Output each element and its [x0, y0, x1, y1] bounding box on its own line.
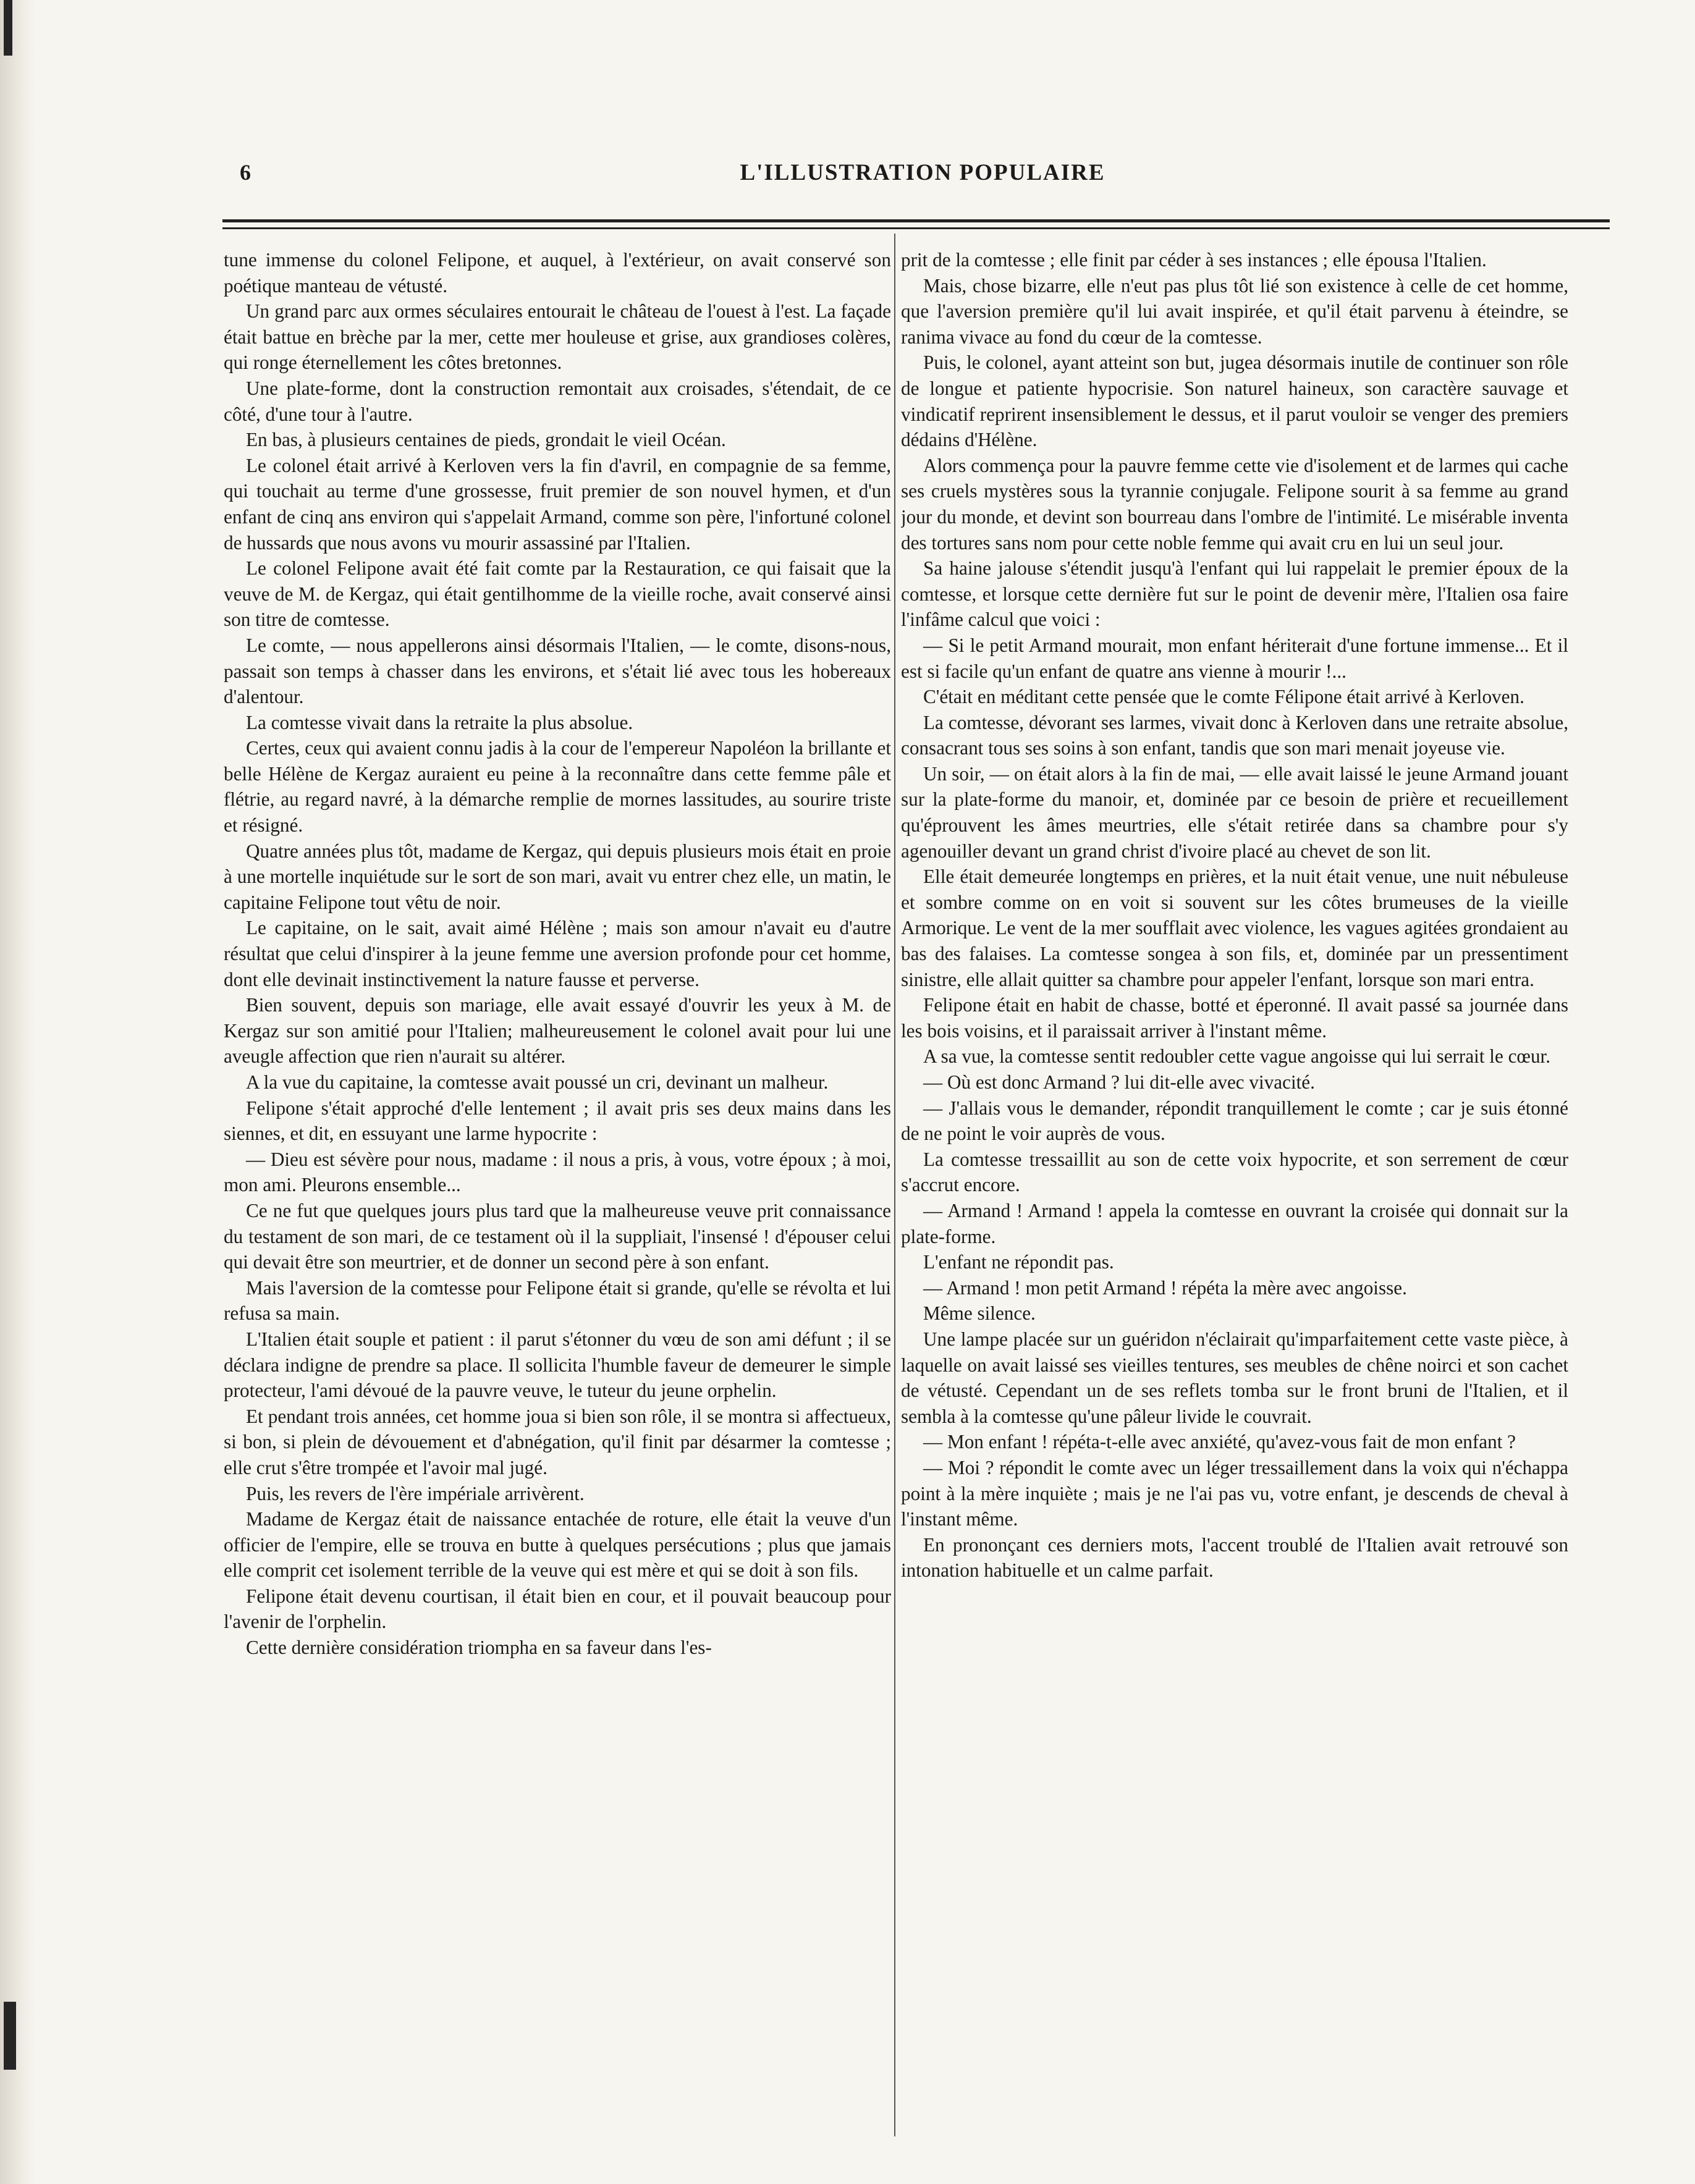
- paragraph: Quatre années plus tôt, madame de Kergaz, qui depuis plusieurs mois était en proie à une mortelle inquiétude sur le sort de son mari, avait vu entrer chez elle, un matin, le capitaine Felipone tout vêtu de noir.: [224, 840, 891, 913]
- paragraph: — Moi ? répondit le comte avec un léger tressaillement dans la voix qui n'échappa point à la mère inquiète ; mais je ne l'ai pas vu, votre enfant, je descends de cheval à l'instant même.: [901, 1456, 1568, 1530]
- header-rule: [222, 227, 1610, 229]
- paragraph: Ce ne fut que quelques jours plus tard que la malheureuse veuve prit connaissance du testament de son mari, de ce testament où il la suppliait, l'insensé ! d'épouser celui qui devait être son meurtrier, et de donner un second père à son enfant.: [224, 1199, 891, 1273]
- paragraph: Une lampe placée sur un guéridon n'éclairait qu'imparfaitement cette vaste pièce, à laquelle on avait laissé ses vieilles tentures, ses meubles de chêne noirci et son cachet de vétusté. Cependant un de ses reflets tomba sur le front bruni de l'Italien, et il sembla à la comtesse qu'une pâleur livide le couvrait.: [901, 1328, 1568, 1427]
- paragraph: Mais, chose bizarre, elle n'eut pas plus tôt lié son existence à celle de cet homme, que l'aversion première qu'il lui avait inspirée, et qu'il était parvenu à éteindre, se ranima vivace au fond du cœur de la comtesse.: [901, 274, 1568, 348]
- paragraph: Un soir, — on était alors à la fin de mai, — elle avait laissé le jeune Armand jouant sur la plate-forme du manoir, et, dominée par ce besoin de prière et recueillement qu'éprouvent les âmes meurtries, elle s'était retirée dans sa chambre pour s'y agenouiller devant un grand christ d'ivoire placé au chevet de son lit.: [901, 762, 1568, 862]
- paragraph: Madame de Kergaz était de naissance entachée de roture, elle était la veuve d'un officier de l'empire, elle se trouva en butte à quelques persécutions ; plus que jamais elle comprit cet isolement terrible de la veuve qui est mère et qui se doit à son fils.: [224, 1508, 891, 1582]
- paragraph: — Armand ! Armand ! appela la comtesse en ouvrant la croisée qui donnait sur la plate-forme.: [901, 1199, 1568, 1247]
- header-rule: [222, 219, 1610, 222]
- paragraph: Sa haine jalouse s'étendit jusqu'à l'enfant qui lui rappelait le premier époux de la comtesse, et lorsque cette dernière fut sur le point de devenir mère, l'Italien osa faire l'infâme calcul que voici :: [901, 557, 1568, 631]
- paragraph: Une plate-forme, dont la construction remontait aux croisades, s'étendait, de ce côté, d'une tour à l'autre.: [224, 377, 891, 425]
- paragraph: prit de la comtesse ; elle finit par céder à ses instances ; elle épousa l'Italien.: [901, 249, 1487, 271]
- paragraph: tune immense du colonel Felipone, et auquel, à l'extérieur, on avait conservé son poétique manteau de vétusté.: [224, 249, 891, 297]
- paragraph: C'était en méditant cette pensée que le comte Félipone était arrivé à Kerloven.: [923, 686, 1524, 708]
- paragraph: — Armand ! mon petit Armand ! répéta la mère avec angoisse.: [923, 1276, 1407, 1299]
- paragraph: Le capitaine, on le sait, avait aimé Hélène ; mais son amour n'avait eu d'autre résultat que celui d'inspirer à la jeune femme une aversion profonde pour cet homme, dont elle devinait instinctivement la nature fausse et perverse.: [224, 917, 891, 990]
- paragraph: Le comte, — nous appellerons ainsi désormais l'Italien, — le comte, disons-nous, passait son temps à chasser dans les environs, et s'était lié avec tous les hobereaux d'alentour.: [224, 634, 891, 708]
- paragraph: Cette dernière considération triompha en sa faveur dans l'es-: [246, 1637, 712, 1659]
- column-divider: [894, 234, 895, 2136]
- page-header: [240, 159, 1605, 190]
- right-column: [901, 247, 1568, 2175]
- paragraph: Elle était demeurée longtemps en prières, et la nuit était venue, une nuit nébuleuse et sombre comme on en voit si souvent sur les côtes brumeuses de la vieille Armorique. Le vent de la mer soufflait avec violence, les vagues agitées grondaient au bas des falaises. La comtesse songea à son fils, et, dominée par un pressentiment sinistre, elle allait quitter sa chambre pour appeler l'enfant, lorsque son mari entra.: [901, 866, 1568, 990]
- paragraph: Le colonel était arrivé à Kerloven vers la fin d'avril, en compagnie de sa femme, qui touchait au terme d'une grossesse, fruit premier de son nouvel hymen, et d'un enfant de cinq ans environ qui s'appelait Armand, comme son père, l'infortuné colonel de hussards que nous avons vu mourir assassiné par l'Italien.: [224, 454, 891, 554]
- paragraph: L'enfant ne répondit pas.: [923, 1251, 1114, 1273]
- paragraph: L'Italien était souple et patient : il parut s'étonner du vœu de son ami défunt ; il se déclara indigne de prendre sa place. Il sollicita l'humble faveur de demeurer le simple protecteur, l'ami dévoué de la pauvre veuve, le tuteur du jeune orphelin.: [224, 1328, 891, 1402]
- edge-mark: [4, 0, 12, 56]
- paragraph: Alors commença pour la pauvre femme cette vie d'isolement et de larmes qui cache ses cruels mystères sous la tyrannie conjugale. Felipone sourit à sa femme au grand jour du monde, et devint son bourreau dans l'ombre de l'intimité. Le misérable inventa des tortures sans nom pour cette noble femme qui avait cru en lui un seul jour.: [901, 454, 1568, 554]
- paragraph: La comtesse, dévorant ses larmes, vivait donc à Kerloven dans une retraite absolue, consacrant tous ses soins à son enfant, tandis que son mari menait joyeuse vie.: [901, 711, 1568, 759]
- paragraph: Et pendant trois années, cet homme joua si bien son rôle, il se montra si affectueux, si bon, si plein de dévouement et d'abnégation, qu'il finit par désarmer la comtesse ; elle crut s'être trompée et l'avoir mal jugé.: [224, 1405, 891, 1478]
- paragraph: Felipone était devenu courtisan, il était bien en cour, et il pouvait beaucoup pour l'avenir de l'orphelin.: [224, 1585, 891, 1633]
- paragraph: La comtesse tressaillit au son de cette voix hypocrite, et son serrement de cœur s'accrut encore.: [901, 1148, 1568, 1196]
- page-number: 6: [240, 160, 251, 185]
- paragraph: Le colonel Felipone avait été fait comte par la Restauration, ce qui faisait que la veuve de M. de Kergaz, qui était gentilhomme de la vieille roche, avait conservé ainsi son titre de comtesse.: [224, 557, 891, 631]
- scan-edge: [0, 0, 36, 2184]
- paragraph: Mais l'aversion de la comtesse pour Felipone était si grande, qu'elle se révolta et lui refusa sa main.: [224, 1276, 891, 1325]
- paragraph: — Dieu est sévère pour nous, madame : il nous a pris, à vous, votre époux ; à moi, mon ami. Pleurons ensemble...: [224, 1148, 891, 1196]
- paragraph: Certes, ceux qui avaient connu jadis à la cour de l'empereur Napoléon la brillante et belle Hélène de Kergaz auraient eu peine à la reconnaître dans cette femme pâle et flétrie, au regard navré, à la démarche remplie de mornes lassitudes, au sourire triste et résigné.: [224, 737, 891, 837]
- paragraph: Un grand parc aux ormes séculaires entourait le château de l'ouest à l'est. La façade était battue en brèche par la mer, cette mer houleuse et grise, aux grandioses colères, qui ronge éternellement les côtes bretonnes.: [224, 300, 891, 374]
- paragraph: Puis, le colonel, ayant atteint son but, jugea désormais inutile de continuer son rôle de longue et patiente hypocrisie. Son naturel haineux, son caractère sauvage et vindicatif reprirent insensiblement le dessus, et il parut vouloir se venger des premiers dédains d'Hélène.: [901, 352, 1568, 451]
- paragraph: Felipone s'était approché d'elle lentement ; il avait pris ses deux mains dans les siennes, et dit, en essuyant une larme hypocrite :: [224, 1097, 891, 1145]
- paragraph: Même silence.: [923, 1302, 1036, 1325]
- paragraph: Bien souvent, depuis son mariage, elle avait essayé d'ouvrir les yeux à M. de Kergaz sur son amitié pour l'Italien; malheureusement le colonel avait pour lui une aveugle affection que rien n'aurait su altérer.: [224, 994, 891, 1068]
- paragraph: Felipone était en habit de chasse, botté et éperonné. Il avait passé sa journée dans les bois voisins, et il paraissait arriver à l'instant même.: [901, 994, 1568, 1042]
- paragraph: La comtesse vivait dans la retraite la plus absolue.: [246, 711, 633, 733]
- running-title: L'ILLUSTRATION POPULAIRE: [740, 160, 1105, 185]
- paragraph: Puis, les revers de l'ère impériale arrivèrent.: [246, 1482, 585, 1504]
- edge-mark: [4, 2002, 16, 2070]
- paragraph: — Où est donc Armand ? lui dit-elle avec vivacité.: [923, 1071, 1315, 1093]
- left-column: [224, 247, 891, 2175]
- paragraph: — Mon enfant ! répéta-t-elle avec anxiété, qu'avez-vous fait de mon enfant ?: [923, 1431, 1516, 1453]
- paragraph: — Si le petit Armand mourait, mon enfant hériterait d'une fortune immense... Et il est si facile qu'un enfant de quatre ans vienne à mourir !...: [901, 634, 1568, 682]
- paragraph: — J'allais vous le demander, répondit tranquillement le comte ; car je suis étonné de ne point le voir auprès de vous.: [901, 1097, 1568, 1145]
- paragraph: En prononçant ces derniers mots, l'accent troublé de l'Italien avait retrouvé son intonation habituelle et un calme parfait.: [901, 1533, 1568, 1582]
- paragraph: A la vue du capitaine, la comtesse avait poussé un cri, devinant un malheur.: [246, 1071, 829, 1093]
- paragraph: A sa vue, la comtesse sentit redoubler cette vague angoisse qui lui serrait le cœur.: [923, 1045, 1551, 1068]
- paragraph: En bas, à plusieurs centaines de pieds, grondait le vieil Océan.: [246, 429, 726, 451]
